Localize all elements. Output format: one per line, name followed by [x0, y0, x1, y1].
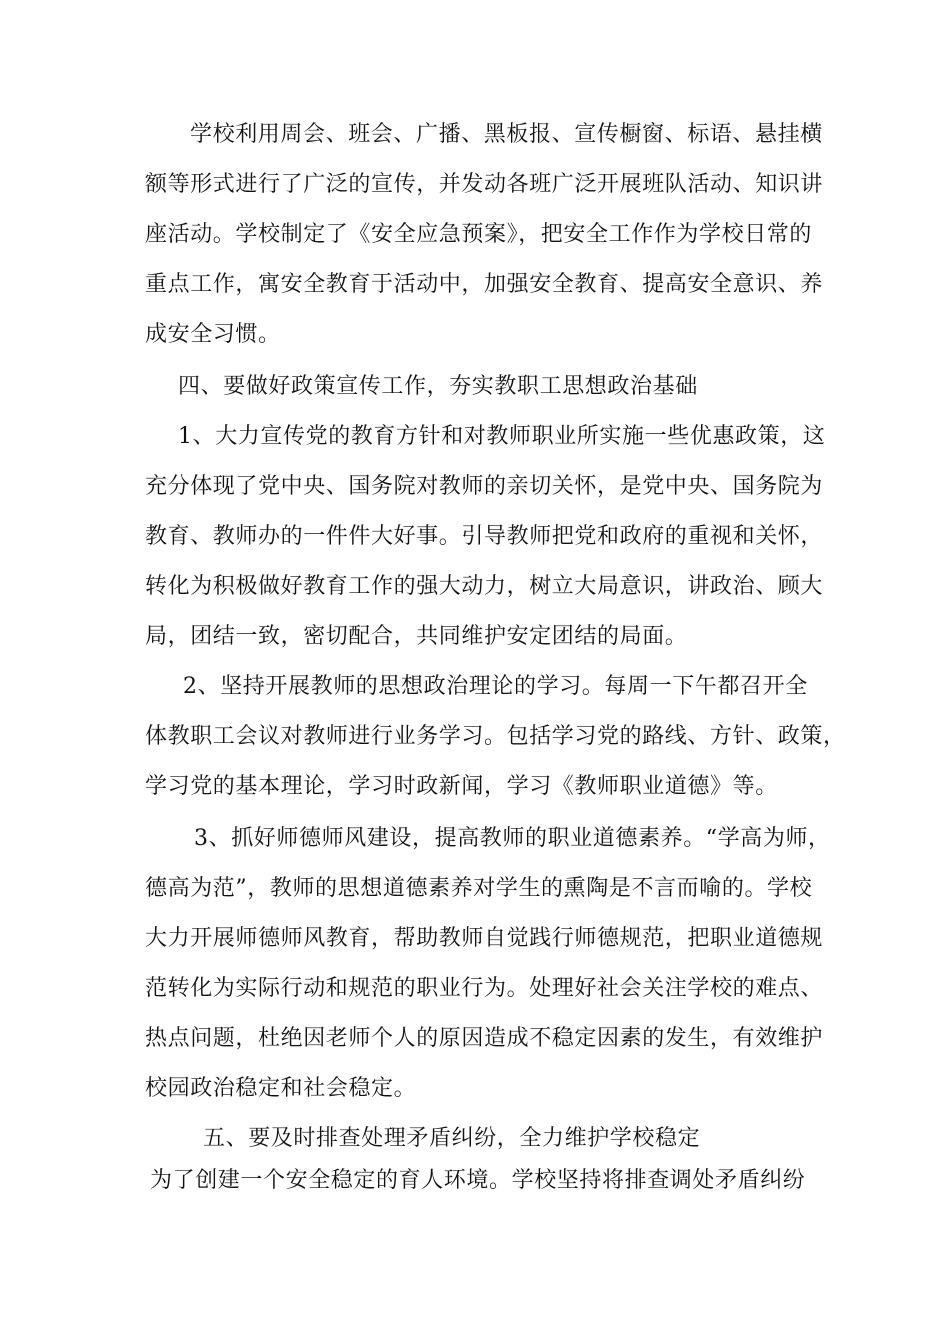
- section-heading: 五、要及时排查处理矛盾纠纷，全力维护学校稳定: [203, 1126, 701, 1151]
- text-line: 重点工作，寓安全教育于活动中，加强安全教育、提高安全意识、养: [145, 272, 824, 297]
- text-line: 2、坚持开展教师的思想政治理论的学习。每周一下午都召开全: [183, 674, 808, 699]
- text-line: 额等形式进行了广泛的宣传，并发动各班广泛开展班队活动、知识讲: [145, 172, 824, 197]
- text-line: 局，团结一致，密切配合，共同维护安定团结的局面。: [145, 624, 688, 649]
- text-line: 成安全习惯。: [145, 322, 281, 347]
- text-line: 范转化为实际行动和规范的职业行为。处理好社会关注学校的难点、: [145, 976, 824, 1001]
- text-line: 学习党的基本理论，学习时政新闻，学习《教师职业道德》等。: [145, 774, 778, 799]
- text-line: 热点问题，杜绝因老师个人的原因造成不稳定因素的发生，有效维护: [145, 1026, 824, 1051]
- text-line: 学校利用周会、班会、广播、黑板报、宣传橱窗、标语、悬挂横: [190, 122, 823, 147]
- text-line: 校园政治稳定和社会稳定。: [145, 1076, 417, 1101]
- text-line: 大力开展师德师风教育，帮助教师自觉践行师德规范，把职业道德规: [145, 926, 824, 951]
- text-line: 转化为积极做好教育工作的强大动力，树立大局意识，讲政治、顾大: [145, 574, 824, 599]
- text-line: 德高为范”，教师的思想道德素养对学生的熏陶是不言而喻的。学校: [145, 876, 813, 901]
- text-line: 座活动。学校制定了《安全应急预案》，把安全工作作为学校日常的: [145, 222, 813, 247]
- text-line: 体教职工会议对教师进行业务学习。包括学习党的路线、方针、政策，: [145, 724, 846, 749]
- text-line: 为了创建一个安全稳定的育人环境。学校坚持将排查调处矛盾纠纷: [150, 1168, 806, 1193]
- section-heading: 四、要做好政策宣传工作，夯实教职工思想政治基础: [178, 374, 698, 399]
- text-line: 教育、教师办的一件件大好事。引导教师把党和政府的重视和关怀，: [145, 524, 824, 549]
- text-line: 1、大力宣传党的教育方针和对教师职业所实施一些优惠政策，这: [178, 424, 826, 449]
- text-line: 充分体现了党中央、国务院对教师的亲切关怀，是党中央、国务院为: [145, 474, 824, 499]
- text-line: 3、抓好师德师风建设，提高教师的职业道德素养。“学高为师，: [194, 826, 831, 851]
